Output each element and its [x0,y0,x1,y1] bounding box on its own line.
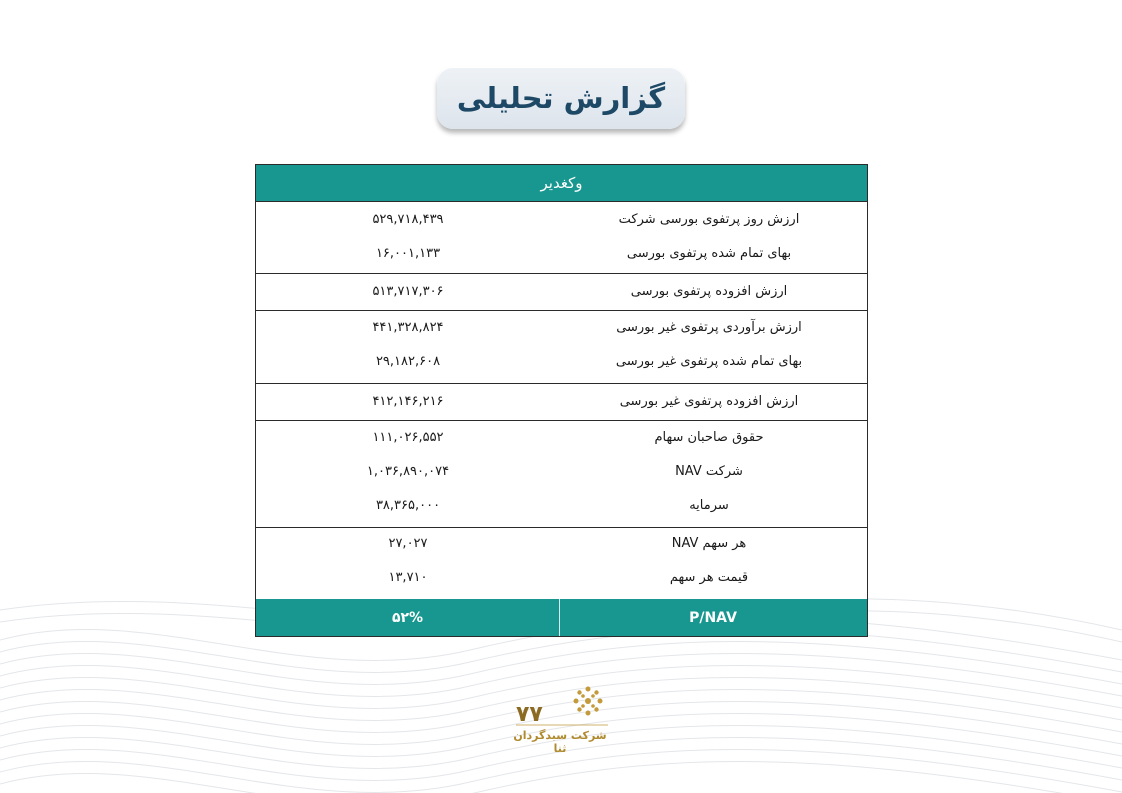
row-label: ارزش روز پرتفوی بورسی شرکت [618,212,800,227]
table-row [256,212,867,232]
row-label: شرکت NAV [675,464,743,479]
row-value: ۱۱۱,۰۲۶,۵۵۲ [372,430,444,445]
row-label: ارزش افزوده پرتفوی بورسی [630,284,788,299]
table-row [256,430,867,450]
table-row [256,394,867,414]
row-value: ۲۹,۱۸۲,۶۰۸ [375,354,441,369]
row-label: حقوق صاحبان سهام [654,430,764,445]
table-row [256,246,867,266]
row-label: بهای تمام شده پرتفوی بورسی [626,246,792,261]
title-badge [437,67,685,129]
table-group-equity [256,421,867,528]
table-row [256,536,867,556]
table-row [256,354,867,374]
row-value: ۱,۰۳۶,۸۹۰,۰۷۴ [366,464,450,479]
table-group-unlisted-portfolio [256,311,867,384]
table-row [256,570,867,590]
row-label: قیمت هر سهم [669,570,749,585]
table-group-unlisted-added-value [256,384,867,421]
row-label: سرمایه [689,498,729,513]
table-header: وکغدیر [256,165,867,202]
footer-divider [559,599,560,636]
row-value: ۳۸,۳۶۵,۰۰۰ [375,498,441,513]
row-label: بهای تمام شده پرتفوی غیر بورسی [615,354,803,369]
table-row [256,464,867,484]
row-value: ۱۶,۰۰۱,۱۳۳ [375,246,441,261]
row-label: ارزش برآوردی پرتفوی غیر بورسی [616,320,802,335]
table-row [256,284,867,304]
row-label: هر سهم NAV [671,536,747,551]
table-group-listed-portfolio [256,202,867,274]
table-group-per-share [256,528,867,600]
row-value: ۴۱۲,۱۴۶,۲۱۶ [372,394,444,409]
row-label: ارزش افزوده پرتفوی غیر بورسی [619,394,799,409]
table-row [256,320,867,340]
table-group-listed-added-value [256,274,867,311]
row-value: ۵۲۹,۷۱۸,۴۳۹ [372,212,444,227]
footer-value: ۵۲% [391,609,424,626]
footer-label: P/NAV [689,609,737,626]
table-row [256,498,867,518]
row-value: ۲۷,۰۲۷ [388,536,428,551]
row-value: ۵۱۳,۷۱۷,۳۰۶ [372,284,444,299]
page-title: گزارش تحلیلی [456,81,666,115]
logo-number: ۷۷ [516,702,543,727]
report-table [255,164,868,637]
row-value: ۴۴۱,۳۲۸,۸۲۴ [372,320,444,335]
row-value: ۱۳,۷۱۰ [388,570,428,585]
logo-company-name: شرکت سبدگردان ثنا [513,729,607,755]
table-footer [256,599,867,636]
